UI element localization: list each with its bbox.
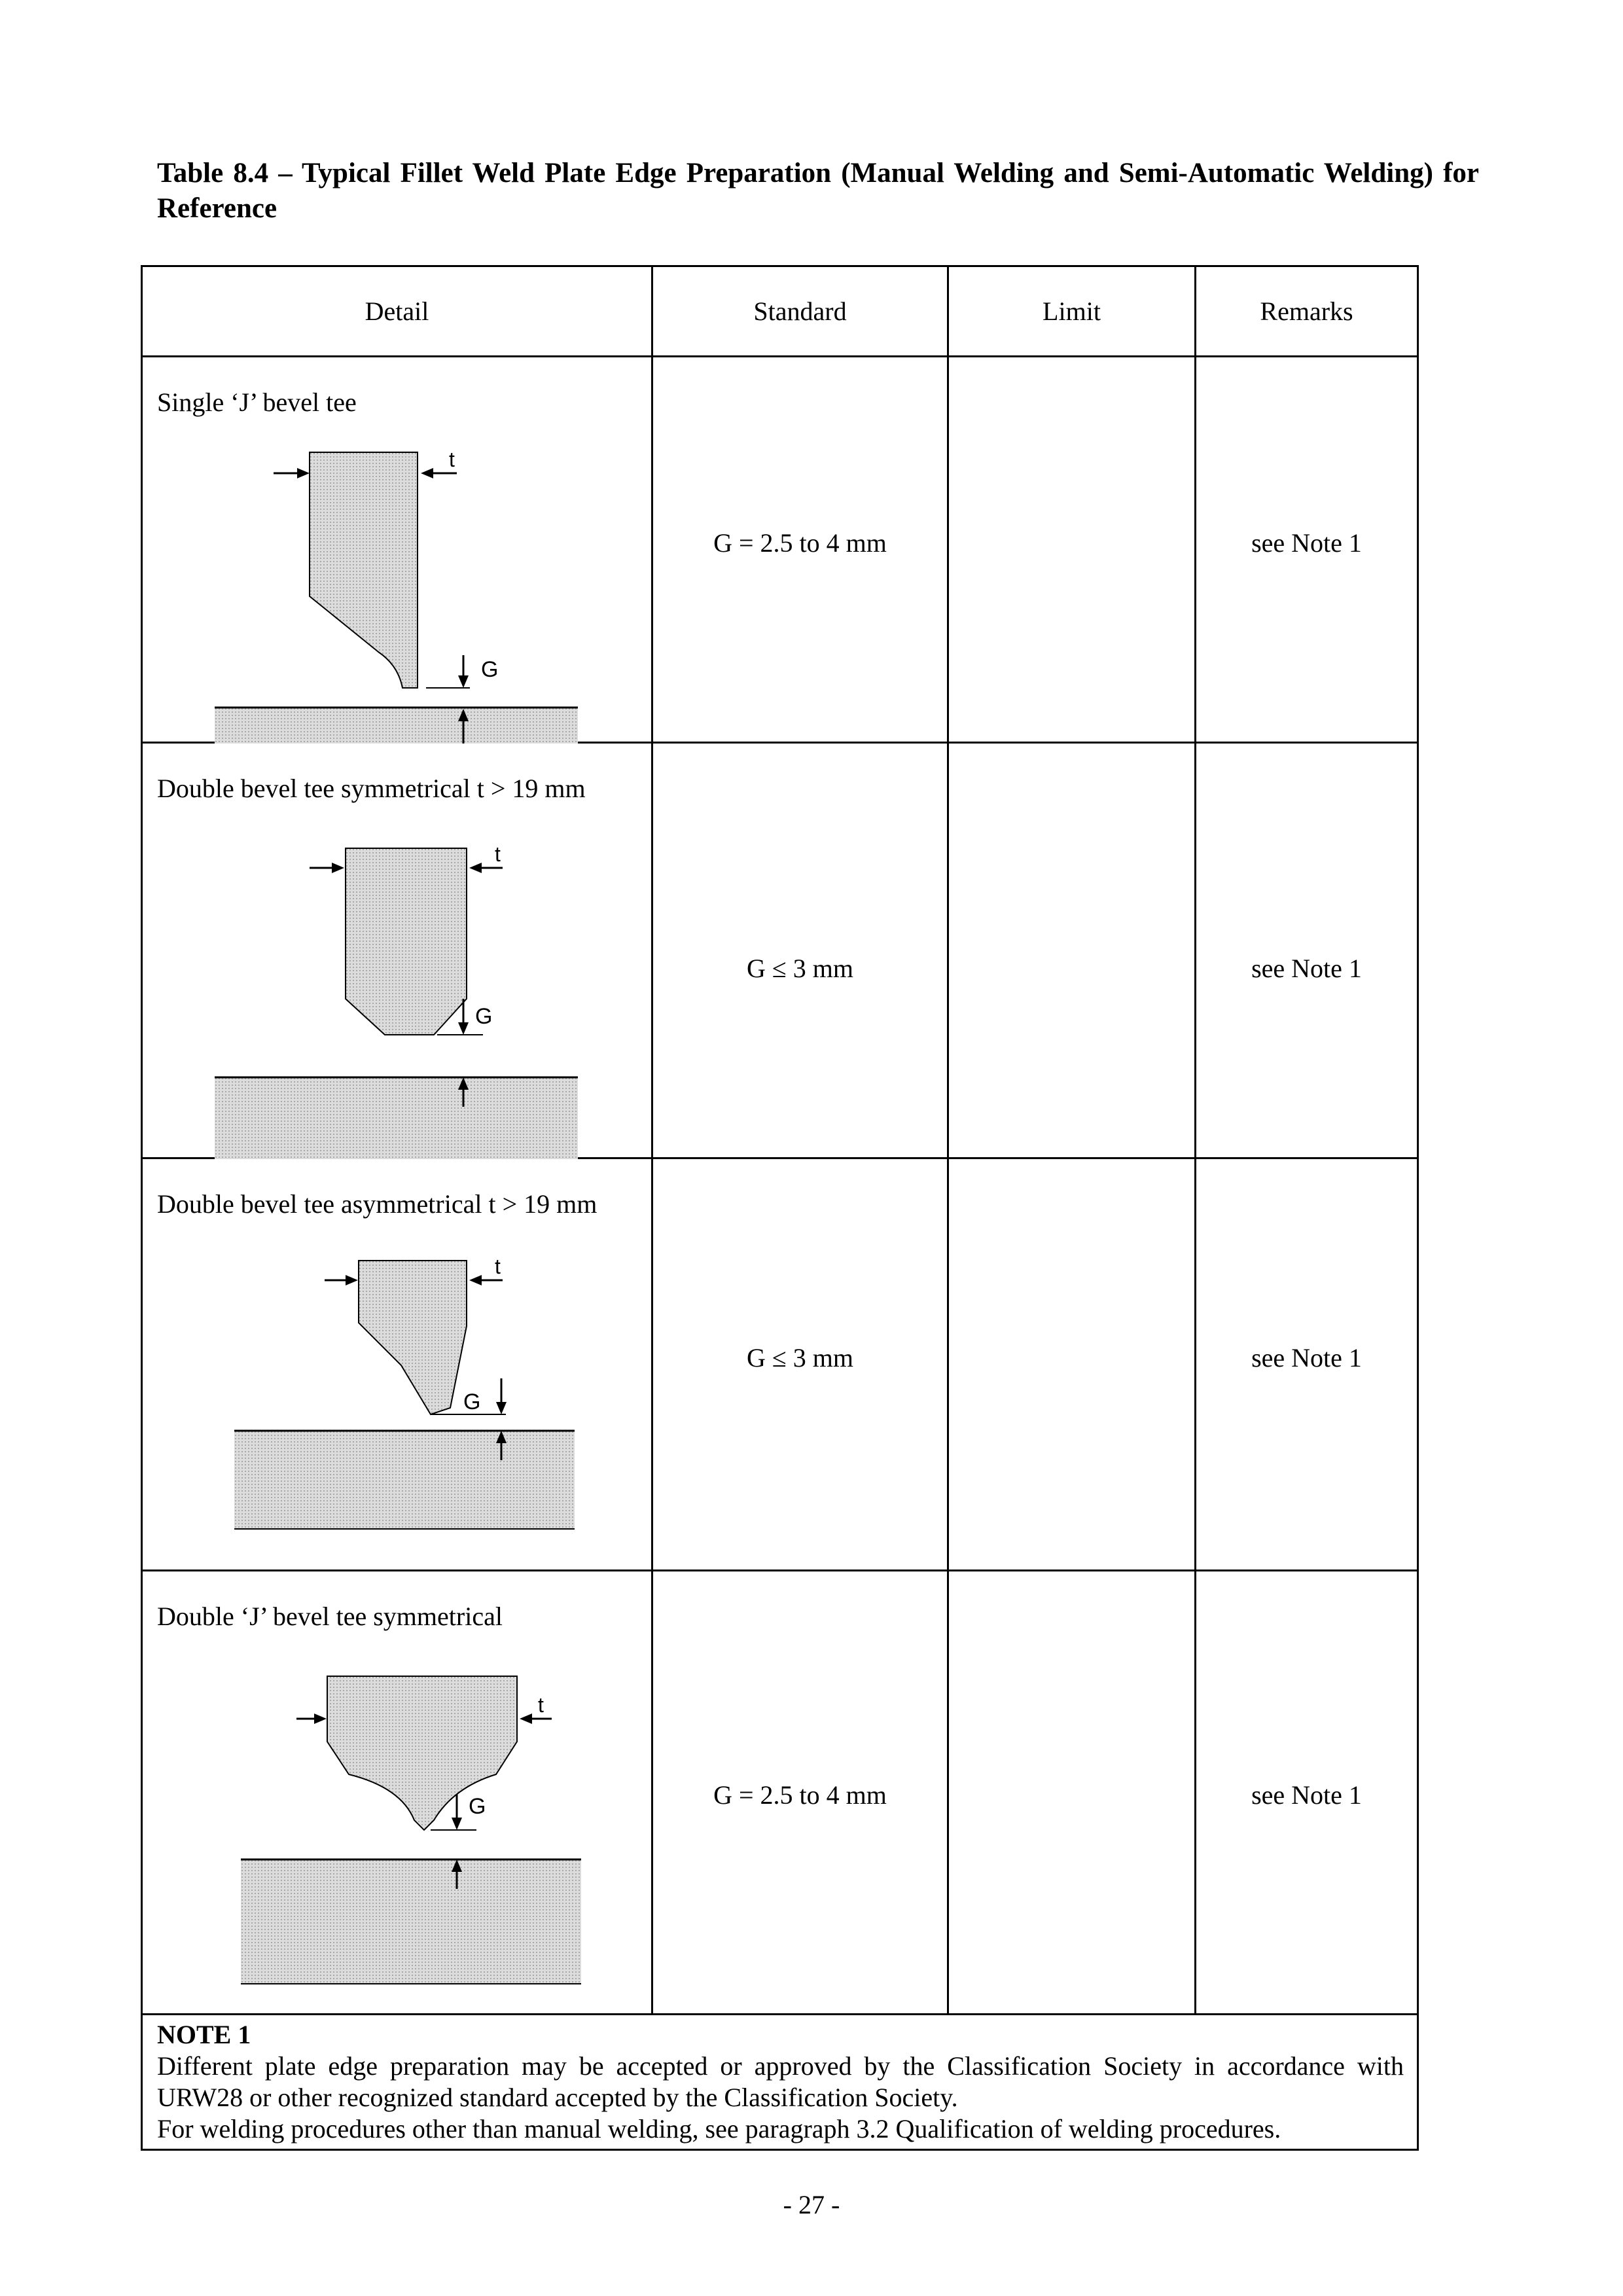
standard-value: G ≤ 3 mm (746, 1343, 854, 1372)
limit-cell (948, 1571, 1196, 2015)
remarks-value: see Note 1 (1251, 1780, 1362, 1810)
remarks-cell (1196, 743, 1418, 1158)
standard-cell (652, 1571, 948, 2015)
limit-cell (948, 743, 1196, 1158)
table-title: Table 8.4 – Typical Fillet Weld Plate Edge Preparation (Manual Welding and Semi-Automatic Welding) for Reference (157, 158, 1479, 224)
limit-cell (948, 357, 1196, 743)
standard-cell (652, 357, 948, 743)
standard-cell (652, 743, 948, 1158)
limit-cell (948, 1158, 1196, 1571)
detail-cell (142, 1571, 652, 2015)
header-limit: Limit (948, 266, 1196, 357)
standard-cell (652, 1158, 948, 1571)
gap-label: G (475, 1004, 493, 1029)
detail-cell (142, 1158, 652, 1571)
thickness-label: t (495, 1255, 501, 1278)
detail-label: Double bevel tee asymmetrical t > 19 mm (157, 1189, 597, 1219)
double-bevel-asymmetrical-diagram (143, 1159, 653, 1571)
table-row (142, 1571, 1418, 2015)
double-j-bevel-symmetrical-diagram (143, 1571, 653, 2015)
note-cell (142, 2015, 1418, 2150)
header-detail: Detail (142, 266, 652, 357)
detail-label: Double ‘J’ bevel tee symmetrical (157, 1602, 503, 1631)
table-header-row (142, 266, 1418, 357)
detail-label: Single ‘J’ bevel tee (157, 387, 357, 417)
thickness-label: t (538, 1693, 544, 1717)
thickness-label: t (449, 448, 455, 471)
note-text-2: For welding procedures other than manual welding, see paragraph 3.2 Qualification of welding procedures. (157, 2114, 1281, 2144)
gap-label: G (481, 657, 499, 682)
remarks-value: see Note 1 (1251, 954, 1362, 983)
remarks-cell (1196, 1571, 1418, 2015)
weld-preparation-table (141, 265, 1419, 2151)
standard-value: G ≤ 3 mm (746, 954, 854, 983)
page-number: - 27 - (783, 2190, 840, 2219)
note-text-1: Different plate edge preparation may be accepted or approved by the Classification Society in accordance with URW28 or other recognized standard accepted by the Classification Society. (157, 2051, 1404, 2112)
gap-label: G (463, 1390, 481, 1414)
detail-label: Double bevel tee symmetrical t > 19 mm (157, 774, 586, 803)
remarks-value: see Note 1 (1251, 1343, 1362, 1372)
header-remarks: Remarks (1196, 266, 1418, 357)
standard-value: G = 2.5 to 4 mm (713, 1780, 887, 1810)
double-bevel-symmetrical-diagram (143, 744, 653, 1159)
table-row (142, 357, 1418, 743)
remarks-cell (1196, 357, 1418, 743)
header-standard: Standard (652, 266, 948, 357)
single-j-bevel-tee-diagram (143, 357, 653, 744)
note-heading: NOTE 1 (157, 2020, 251, 2049)
table-row (142, 743, 1418, 1158)
thickness-label: t (495, 842, 501, 866)
table-row (142, 1158, 1418, 1571)
detail-cell (142, 743, 652, 1158)
remarks-cell (1196, 1158, 1418, 1571)
gap-label: G (469, 1794, 486, 1819)
remarks-value: see Note 1 (1251, 528, 1362, 558)
detail-cell (142, 357, 652, 743)
standard-value: G = 2.5 to 4 mm (713, 528, 887, 558)
note-row (142, 2015, 1418, 2150)
